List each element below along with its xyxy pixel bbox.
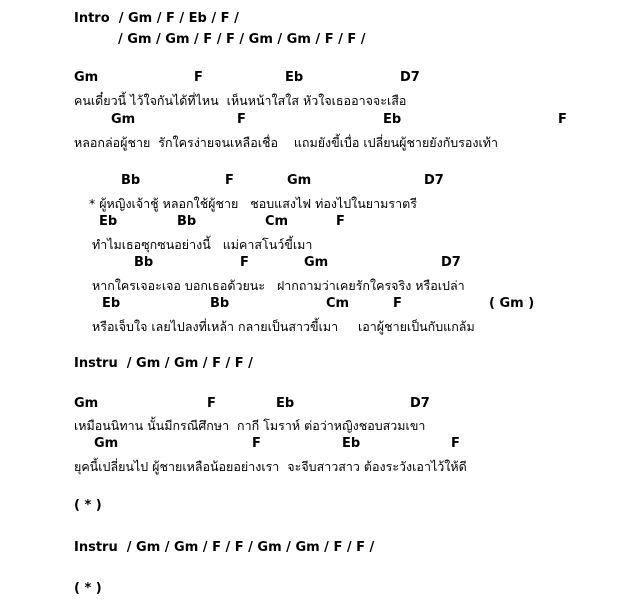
chord: F [393,296,402,311]
lyric-line: หากใครเจอะเจอ บอกเธอด้วยนะ ฝากถามว่าเคยรักใครจริง หรือเปล่า [92,278,465,293]
chord: Gm [111,112,136,127]
chord: Gm [287,173,312,188]
intro-line-1: Intro / Gm / F / Eb / F / [74,11,239,26]
chord: Gm [304,255,329,270]
intro-line-2: / Gm / Gm / F / F / Gm / Gm / F / F / [118,32,366,47]
chord: D7 [410,396,430,411]
repeat-chorus-marker: ( * ) [74,498,102,513]
chord: D7 [441,255,461,270]
chord: Eb [342,436,361,451]
chord: Eb [383,112,402,127]
chord: Eb [102,296,121,311]
lyric-line: หลอกล่อผู้ชาย รักใครง่ายจนเหลือเชื่อ แถมยังขี้เบื่อ เปลี่ยนผู้ชายยังกับรองเท้า [74,135,499,150]
lyric-line: ทำไมเธอซุกซนอย่างนี้ แม่คาสโนว์ขี้เมา [92,237,313,252]
chord: Eb [285,70,304,85]
chord: D7 [424,173,444,188]
chord: Bb [134,255,154,270]
chord: ( Gm ) [489,296,535,311]
chord: F [237,112,246,127]
chord: F [225,173,234,188]
lyric-line: หรือเจ็บใจ เลยไปลงที่เหล้า กลายเป็นสาวขี้เมา เอาผู้ชายเป็นกับแกล้ม [92,319,475,334]
chord: F [558,112,567,127]
lyric-line: * ผู้หญิงเจ้าชู้ หลอกใช้ผู้ชาย ชอบแสงไฟ ท่องไปในยามราตรี [89,196,417,211]
lyric-line: ยุคนี้เปลี่ยนไป ผู้ชายเหลือน้อยอย่างเรา จะจีบสาวสาว ต้องระวังเอาไว้ให้ดี [74,459,467,474]
chord: Eb [99,214,118,229]
chord: Cm [326,296,350,311]
instru-line-1: Instru / Gm / Gm / F / F / [74,356,253,371]
chord: Gm [94,436,119,451]
chord: Bb [210,296,230,311]
chord: Cm [265,214,289,229]
chord: D7 [400,70,420,85]
repeat-chorus-marker: ( * ) [74,581,102,596]
lyric-line: คนเดี๋ยวนี้ ไว้ใจกันได้ที่ไหน เห็นหน้าใสใส หัวใจเธออาจจะเสือ [74,93,407,108]
chord: Gm [74,70,99,85]
chord: F [252,436,261,451]
instru-line-2: Instru / Gm / Gm / F / F / Gm / Gm / F / F / [74,540,375,555]
chord: Bb [121,173,141,188]
chord: F [240,255,249,270]
chord: Eb [276,396,295,411]
chord: Gm [74,396,99,411]
chord: F [207,396,216,411]
chord: F [336,214,345,229]
chord: F [194,70,203,85]
chord: Bb [177,214,197,229]
lyric-line: เหมือนนิทาน นั้นมีกรณีศึกษา กากี โมราห์ ต่อว่าหญิงชอบสวมเขา [74,418,426,433]
chord: F [451,436,460,451]
